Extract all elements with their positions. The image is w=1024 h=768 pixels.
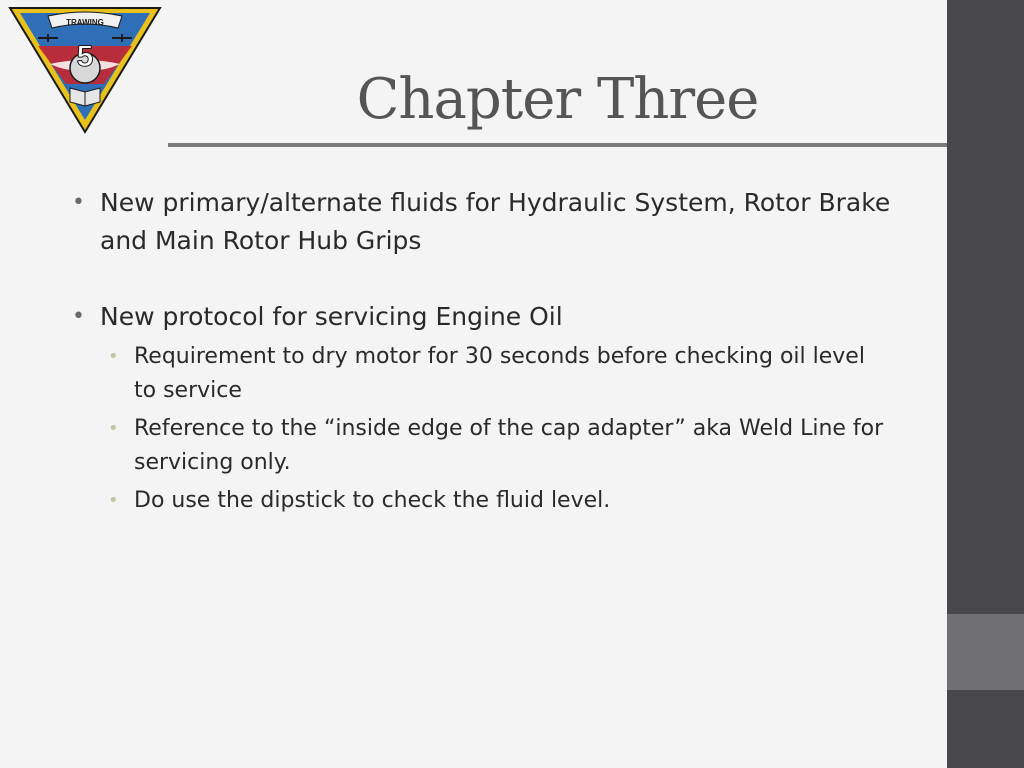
slide-title: Chapter Three xyxy=(356,67,759,132)
sub-bullet-text: Do use the dipstick to check the fluid level. xyxy=(134,488,611,513)
logo-number: 5 xyxy=(76,40,94,73)
sub-bullet-text: Reference to the “inside edge of the cap adapter” aka Weld Line for servicing only. xyxy=(134,416,884,475)
bullet-item xyxy=(72,184,892,260)
sub-bullet-text: Requirement to dry motor for 30 seconds before checking oil level to service xyxy=(134,344,865,403)
right-side-bar-accent xyxy=(947,614,1024,690)
bullet-dot: • xyxy=(72,304,85,329)
sub-bullet-item xyxy=(72,412,892,480)
bullet-text: New primary/alternate fluids for Hydraulic System, Rotor Brake and Main Rotor Hub Grips xyxy=(100,188,891,255)
sub-bullet-item xyxy=(72,484,892,518)
bullet-text: New protocol for servicing Engine Oil xyxy=(100,302,563,331)
sub-bullet-dot: • xyxy=(108,490,119,511)
slide-content xyxy=(72,184,892,518)
title-underline xyxy=(168,143,947,147)
logo-banner-text: TRAWING xyxy=(66,18,104,27)
sub-bullet-dot: • xyxy=(108,346,119,367)
bullet-item xyxy=(72,298,892,336)
sub-bullet-item xyxy=(72,340,892,408)
sub-bullet-dot: • xyxy=(108,418,119,439)
bullet-dot: • xyxy=(72,190,85,215)
trawing-5-insignia-logo xyxy=(8,6,162,134)
